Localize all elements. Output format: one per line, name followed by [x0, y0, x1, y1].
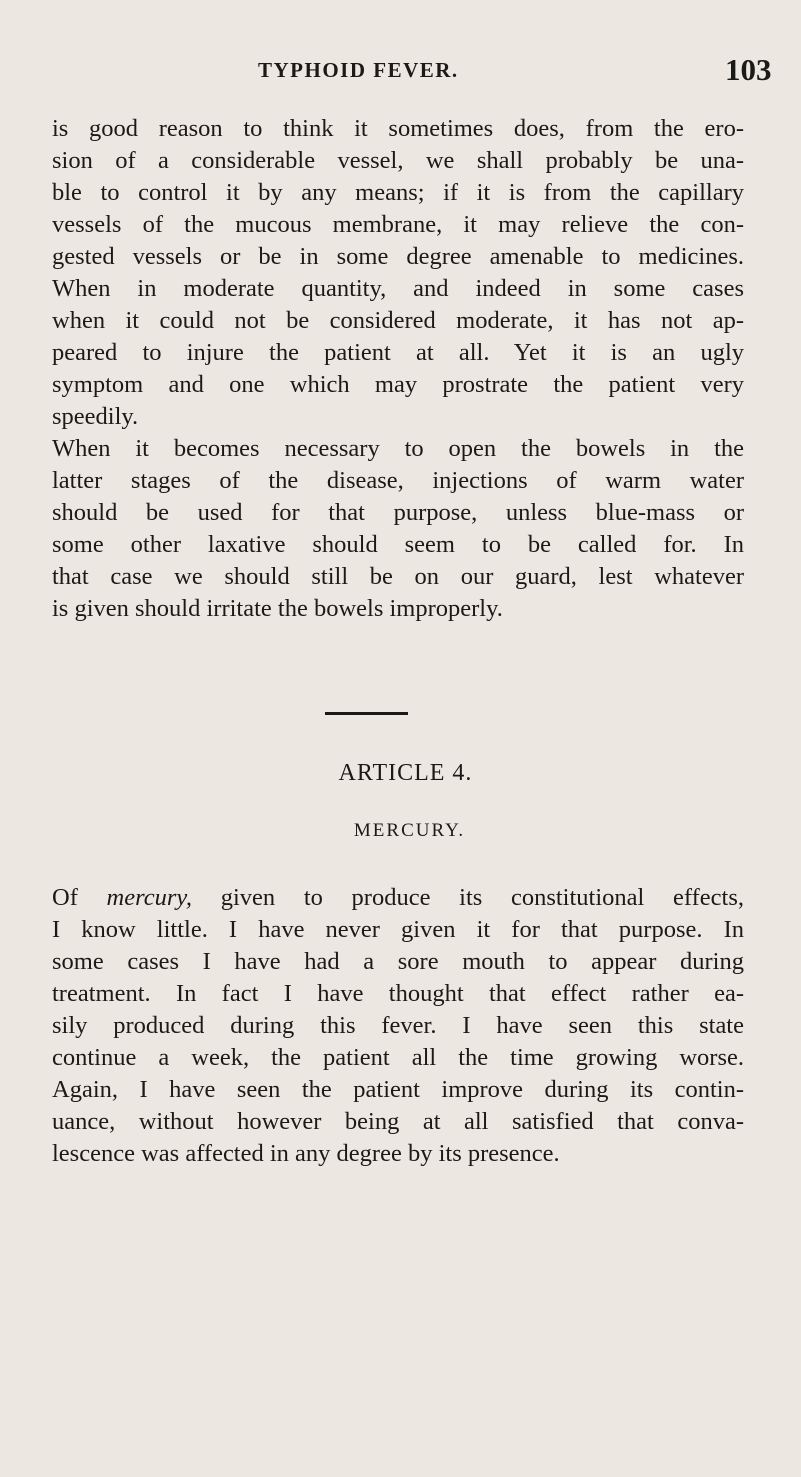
text-run: given to produce its constitutional effects,	[192, 884, 744, 911]
text-line: when it could not be considered moderate, it has not ap-	[52, 307, 744, 334]
text-line: some cases I have had a sore mouth to appear during	[52, 948, 744, 975]
page-number: 103	[725, 52, 772, 87]
text-line: I know little. I have never given it for that purpose. In	[52, 916, 744, 943]
article-subtitle: MERCURY.	[353, 820, 466, 841]
section-divider	[325, 712, 408, 715]
text-line-first	[52, 882, 744, 914]
text-line: latter stages of the disease, injections of warm water	[52, 467, 744, 494]
paragraph-bowels	[52, 433, 744, 625]
paragraph-mercury	[52, 882, 744, 1170]
text-line: some other laxative should seem to be called for. In	[52, 531, 744, 558]
text-line: speedily.	[52, 403, 139, 430]
text-line: is good reason to think it sometimes does, from the ero-	[52, 115, 744, 142]
emphasis-mercury: mercury,	[106, 884, 193, 911]
text-line: gested vessels or be in some degree amenable to medicines.	[52, 243, 744, 270]
page-header	[0, 52, 801, 92]
article-title: ARTICLE 4.	[338, 760, 473, 786]
text-line: When in moderate quantity, and indeed in some cases	[52, 275, 744, 302]
text-line: symptom and one which may prostrate the patient very	[52, 371, 744, 398]
text-line: sily produced during this fever. I have seen this state	[52, 1012, 744, 1039]
text-line: When it becomes necessary to open the bowels in the	[52, 435, 744, 462]
text-line: is given should irritate the bowels improperly.	[52, 595, 503, 622]
text-line: lescence was affected in any degree by its presence.	[52, 1140, 560, 1167]
text-line: continue a week, the patient all the time growing worse.	[52, 1044, 744, 1071]
text-line: vessels of the mucous membrane, it may relieve the con-	[52, 211, 744, 238]
text-line: should be used for that purpose, unless blue-mass or	[52, 499, 744, 526]
text-line: peared to injure the patient at all. Yet it is an ugly	[52, 339, 744, 366]
paragraph-hemorrhage	[52, 113, 744, 433]
text-run: Of	[52, 884, 107, 911]
text-line: uance, without however being at all satisfied that conva-	[52, 1108, 744, 1135]
text-line: ble to control it by any means; if it is from the capillary	[52, 179, 744, 206]
text-line: treatment. In fact I have thought that effect rather ea-	[52, 980, 744, 1007]
text-line: sion of a considerable vessel, we shall probably be una-	[52, 147, 744, 174]
text-line: Again, I have seen the patient improve during its contin-	[52, 1076, 744, 1103]
running-head: TYPHOID FEVER.	[258, 58, 459, 82]
text-line: that case we should still be on our guard, lest whatever	[52, 563, 744, 590]
